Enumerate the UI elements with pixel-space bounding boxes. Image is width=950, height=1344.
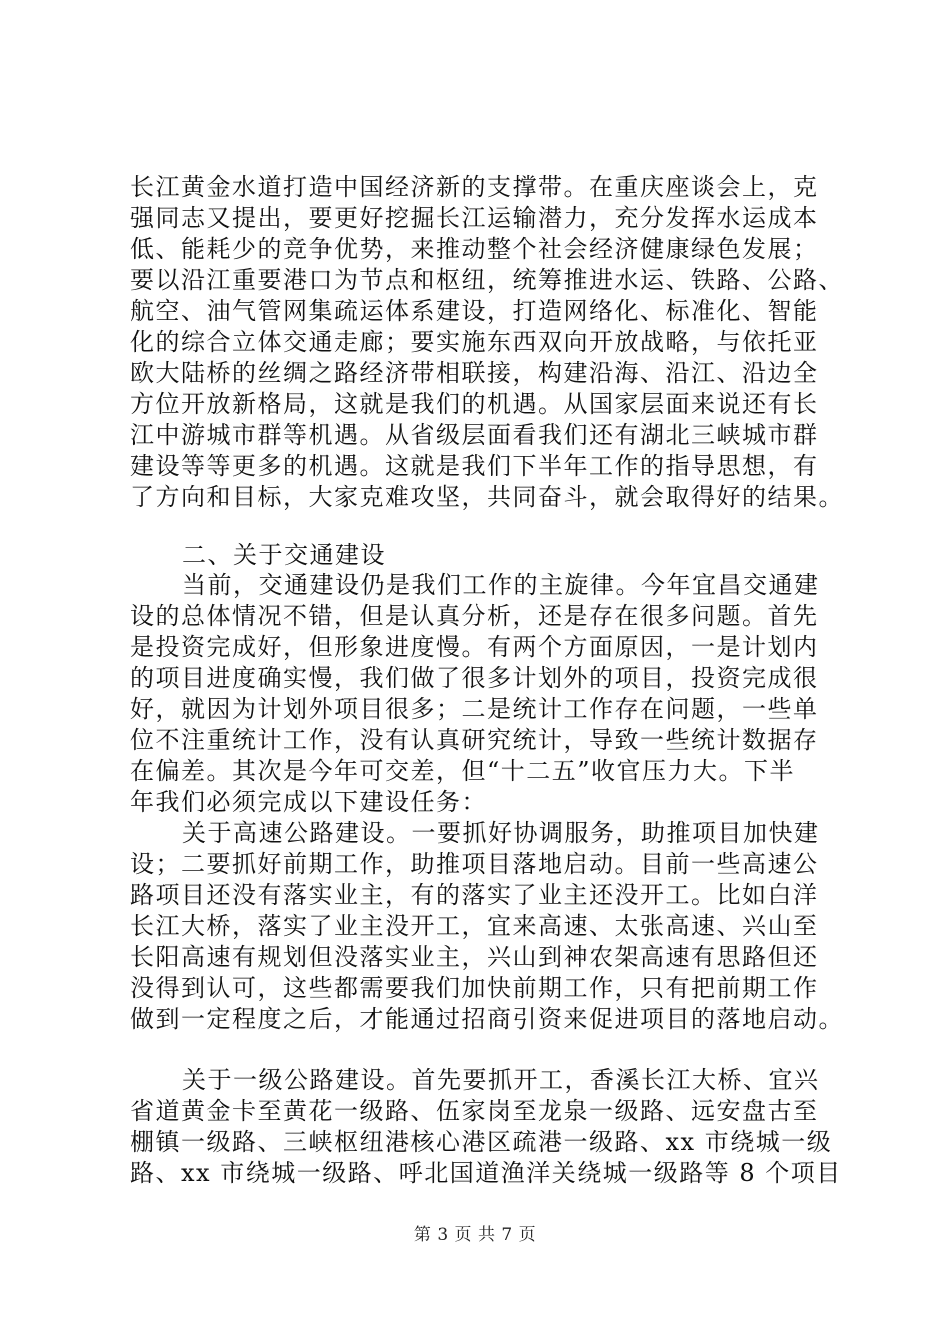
- paragraph-4: [130, 1065, 842, 1189]
- paragraph-1-line: 长江黄金水道打造中国经济新的支撑带。在重庆座谈会上，克: [130, 173, 819, 201]
- paragraph-3-line: 做到一定程度之后，才能通过招商引资来促进项目的落地启动。: [130, 1005, 844, 1033]
- paragraph-2: [130, 570, 830, 818]
- paragraph-2-line: 在偏差。其次是今年可交差，但“十二五”收官压力大。下半: [130, 757, 796, 785]
- paragraph-3-line: 没得到认可，这些都需要我们加快前期工作，只有把前期工作: [130, 974, 819, 1002]
- paragraph-1-line: 强同志又提出，要更好挖掘长江运输潜力，充分发挥水运成本: [130, 204, 819, 232]
- paragraph-2-line: 设的总体情况不错，但是认真分析，还是存在很多问题。首先: [130, 602, 819, 630]
- paragraph-1-line: 欧大陆桥的丝绸之路经济带相联接，构建沿海、沿江、沿边全: [130, 359, 819, 387]
- paragraph-3-line: 长阳高速有规划但没落实业主，兴山到神农架高速有思路但还: [130, 943, 819, 971]
- paragraph-2-line: 好，就因为计划外项目很多；二是统计工作存在问题，一些单: [130, 695, 819, 723]
- paragraph-2-line: 当前，交通建设仍是我们工作的主旋律。今年宜昌交通建: [182, 571, 820, 599]
- paragraph-4-line: 省道黄金卡至黄花一级路、伍家岗至龙泉一级路、远安盘古至: [130, 1097, 819, 1125]
- paragraph-1-line: 化的综合立体交通走廊；要实施东西双向开放战略，与依托亚: [130, 328, 819, 356]
- paragraph-2-line: 的项目进度确实慢，我们做了很多计划外的项目，投资完成很: [130, 664, 819, 692]
- paragraph-4-line: 路、xx 市绕城一级路、呼北国道渔洋关绕城一级路等 8 个项目: [130, 1159, 842, 1187]
- paragraph-3-line: 设；二要抓好前期工作，助推项目落地启动。目前一些高速公: [130, 850, 819, 878]
- paragraph-1-line: 了方向和目标，大家克难攻坚，共同奋斗，就会取得好的结果。: [130, 483, 844, 511]
- paragraph-2-line: 是投资完成好，但形象进度慢。有两个方面原因，一是计划内: [130, 633, 819, 661]
- paragraph-3: [130, 818, 844, 1035]
- paragraph-1-line: 航空、油气管网集疏运体系建设，打造网络化、标准化、智能: [130, 297, 819, 325]
- paragraph-1: [130, 172, 844, 513]
- page-number-footer: 第 3 页 共 7 页: [413, 1225, 537, 1245]
- section-heading: 二、关于交通建设: [182, 541, 386, 569]
- paragraph-1-line: 低、能耗少的竞争优势，来推动整个社会经济健康绿色发展；: [130, 235, 819, 263]
- paragraph-2-line: 年我们必须完成以下建设任务：: [130, 788, 487, 816]
- paragraph-1-line: 江中游城市群等机遇。从省级层面看我们还有湖北三峡城市群: [130, 421, 819, 449]
- paragraph-1-line: 方位开放新格局，这就是我们的机遇。从国家层面来说还有长: [130, 390, 819, 418]
- paragraph-4-line: 棚镇一级路、三峡枢纽港核心港区疏港一级路、xx 市绕城一级: [130, 1128, 833, 1156]
- paragraph-2-line: 位不注重统计工作，没有认真研究统计，导致一些统计数据存: [130, 726, 819, 754]
- section-heading-block: [130, 540, 830, 571]
- paragraph-4-line: 关于一级公路建设。首先要抓开工，香溪长江大桥、宜兴: [182, 1066, 820, 1094]
- paragraph-3-line: 长江大桥，落实了业主没开工，宜来高速、太张高速、兴山至: [130, 912, 819, 940]
- paragraph-3-line: 路项目还没有落实业主，有的落实了业主还没开工。比如白洋: [130, 881, 819, 909]
- paragraph-1-line: 要以沿江重要港口为节点和枢纽，统筹推进水运、铁路、公路、: [130, 266, 844, 294]
- paragraph-3-line: 关于高速公路建设。一要抓好协调服务，助推项目加快建: [182, 819, 820, 847]
- paragraph-1-line: 建设等等更多的机遇。这就是我们下半年工作的指导思想，有: [130, 452, 819, 480]
